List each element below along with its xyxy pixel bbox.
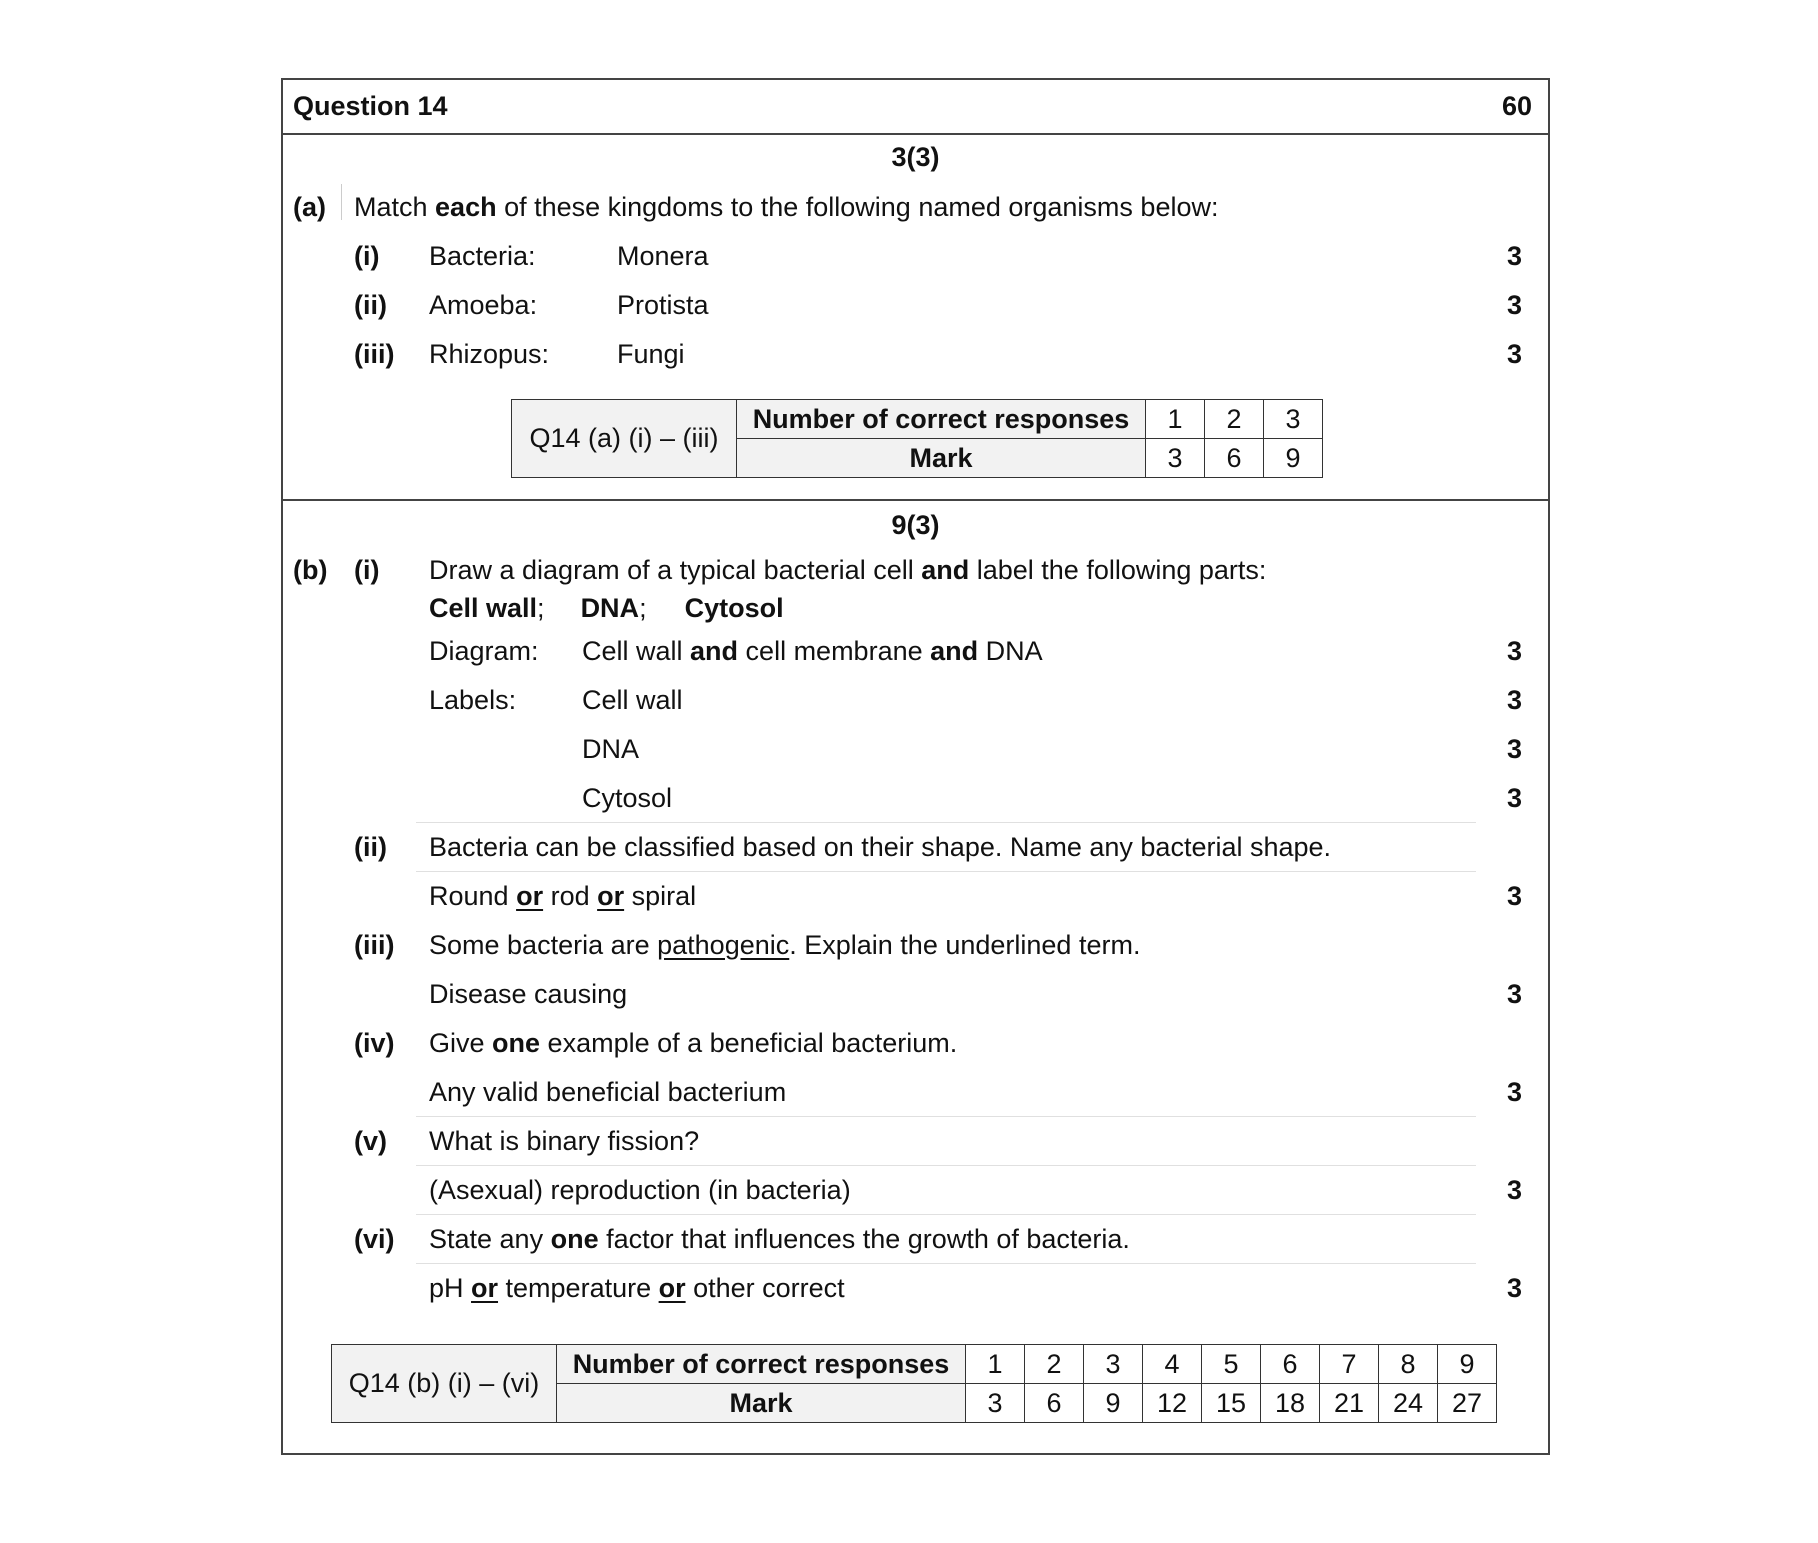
part-b-score: 9(3) <box>891 510 940 540</box>
response-count: 1 <box>966 1345 1025 1384</box>
mark-value: 6 <box>1025 1384 1084 1423</box>
question-total-marks: 60 <box>1501 91 1532 121</box>
responses-header: Number of correct responses <box>557 1345 966 1384</box>
label-answer: DNA <box>582 734 640 764</box>
marking-scheme-frame <box>281 78 1550 1455</box>
part-b-i-question: Draw a diagram of a typical bacterial cell and label the following parts: <box>429 555 1267 585</box>
row-rule <box>416 871 1476 872</box>
part-a-mark-table <box>511 399 1323 478</box>
label-answer: Cytosol <box>582 783 673 813</box>
label-mark: 3 <box>1506 783 1522 813</box>
mark-value: 21 <box>1320 1384 1379 1423</box>
mark-value: 27 <box>1438 1384 1497 1423</box>
row-rule <box>416 1263 1476 1264</box>
part-a-item-num: (ii) <box>354 290 387 320</box>
part-a-organism: Amoeba: <box>429 290 538 320</box>
part-a-label: (a) <box>293 192 326 222</box>
label-mark: 3 <box>1506 734 1522 764</box>
label-mark: 3 <box>1506 685 1522 715</box>
mark-value: 9 <box>1084 1384 1143 1423</box>
response-count: 2 <box>1025 1345 1084 1384</box>
part-b-iv-answer: Any valid beneficial bacterium <box>429 1077 787 1107</box>
part-b-vi-num: (vi) <box>354 1224 395 1254</box>
response-count: 2 <box>1205 400 1264 439</box>
response-count: 4 <box>1143 1345 1202 1384</box>
row-rule <box>416 1165 1476 1166</box>
row-rule <box>416 1116 1476 1117</box>
part-b-iii-num: (iii) <box>354 930 395 960</box>
part-b-mark-table <box>331 1344 1497 1423</box>
response-count: 6 <box>1261 1345 1320 1384</box>
diagram-label: Diagram: <box>429 636 539 666</box>
part-a-score: 3(3) <box>891 142 940 172</box>
responses-header: Number of correct responses <box>737 400 1146 439</box>
part-b-ii-question: Bacteria can be classified based on their shape. Name any bacterial shape. <box>429 832 1332 862</box>
question-header <box>283 80 1548 135</box>
row-rule <box>416 1214 1476 1215</box>
part-b-v-question: What is binary fission? <box>429 1126 700 1156</box>
part-a-mark: 3 <box>1506 339 1522 369</box>
part-b-vi-question: State any one factor that influences the growth of bacteria. <box>429 1224 1130 1254</box>
part-a-table-label: Q14 (a) (i) – (iii) <box>512 400 737 478</box>
row-rule <box>416 822 1476 823</box>
part-a-organism: Rhizopus: <box>429 339 550 369</box>
mark-header: Mark <box>737 439 1146 478</box>
response-count: 8 <box>1379 1345 1438 1384</box>
part-b-vi-mark: 3 <box>1506 1273 1522 1303</box>
mark-value: 24 <box>1379 1384 1438 1423</box>
response-count: 1 <box>1146 400 1205 439</box>
mark-value: 15 <box>1202 1384 1261 1423</box>
part-b-iii-answer: Disease causing <box>429 979 628 1009</box>
part-a-prompt: Match each of these kingdoms to the following named organisms below: <box>354 192 1219 222</box>
mark-value: 12 <box>1143 1384 1202 1423</box>
part-a-label-divider <box>341 184 342 220</box>
part-b-ii-answer: Round or rod or spiral <box>429 881 697 911</box>
part-b-i-num: (i) <box>354 555 380 585</box>
part-b-iii-question: Some bacteria are pathogenic. Explain the underlined term. <box>429 930 1141 960</box>
part-a-organism: Bacteria: <box>429 241 536 271</box>
label-answer: Cell wall <box>582 685 683 715</box>
part-a-mark: 3 <box>1506 290 1522 320</box>
part-a-answer: Fungi <box>617 339 685 369</box>
part-b-v-answer: (Asexual) reproduction (in bacteria) <box>429 1175 851 1205</box>
part-b-ii-num: (ii) <box>354 832 387 862</box>
part-b-vi-answer: pH or temperature or other correct <box>429 1273 845 1303</box>
section-divider <box>283 499 1548 501</box>
part-b-iii-mark: 3 <box>1506 979 1522 1009</box>
part-b-label: (b) <box>293 555 328 585</box>
mark-value: 3 <box>1146 439 1205 478</box>
mark-value: 6 <box>1205 439 1264 478</box>
mark-value: 18 <box>1261 1384 1320 1423</box>
part-b-v-mark: 3 <box>1506 1175 1522 1205</box>
part-a-mark: 3 <box>1506 241 1522 271</box>
part-a-answer: Protista <box>617 290 709 320</box>
part-a-item-num: (i) <box>354 241 380 271</box>
part-b-iv-question: Give one example of a beneficial bacterium. <box>429 1028 958 1058</box>
mark-value: 3 <box>966 1384 1025 1423</box>
part-b-v-num: (v) <box>354 1126 387 1156</box>
mark-value: 9 <box>1264 439 1323 478</box>
diagram-mark: 3 <box>1506 636 1522 666</box>
part-b-ii-mark: 3 <box>1506 881 1522 911</box>
diagram-answer: Cell wall and cell membrane and DNA <box>582 636 1043 666</box>
part-b-iv-mark: 3 <box>1506 1077 1522 1107</box>
response-count: 7 <box>1320 1345 1379 1384</box>
labels-label: Labels: <box>429 685 517 715</box>
part-b-i-parts: Cell wall; DNA; Cytosol <box>429 593 784 623</box>
part-a-answer: Monera <box>617 241 709 271</box>
response-count: 9 <box>1438 1345 1497 1384</box>
response-count: 5 <box>1202 1345 1261 1384</box>
mark-header: Mark <box>557 1384 966 1423</box>
part-a-item-num: (iii) <box>354 339 395 369</box>
response-count: 3 <box>1264 400 1323 439</box>
response-count: 3 <box>1084 1345 1143 1384</box>
part-b-iv-num: (iv) <box>354 1028 395 1058</box>
question-title: Question 14 <box>293 91 448 121</box>
part-b-table-label: Q14 (b) (i) – (vi) <box>332 1345 557 1423</box>
